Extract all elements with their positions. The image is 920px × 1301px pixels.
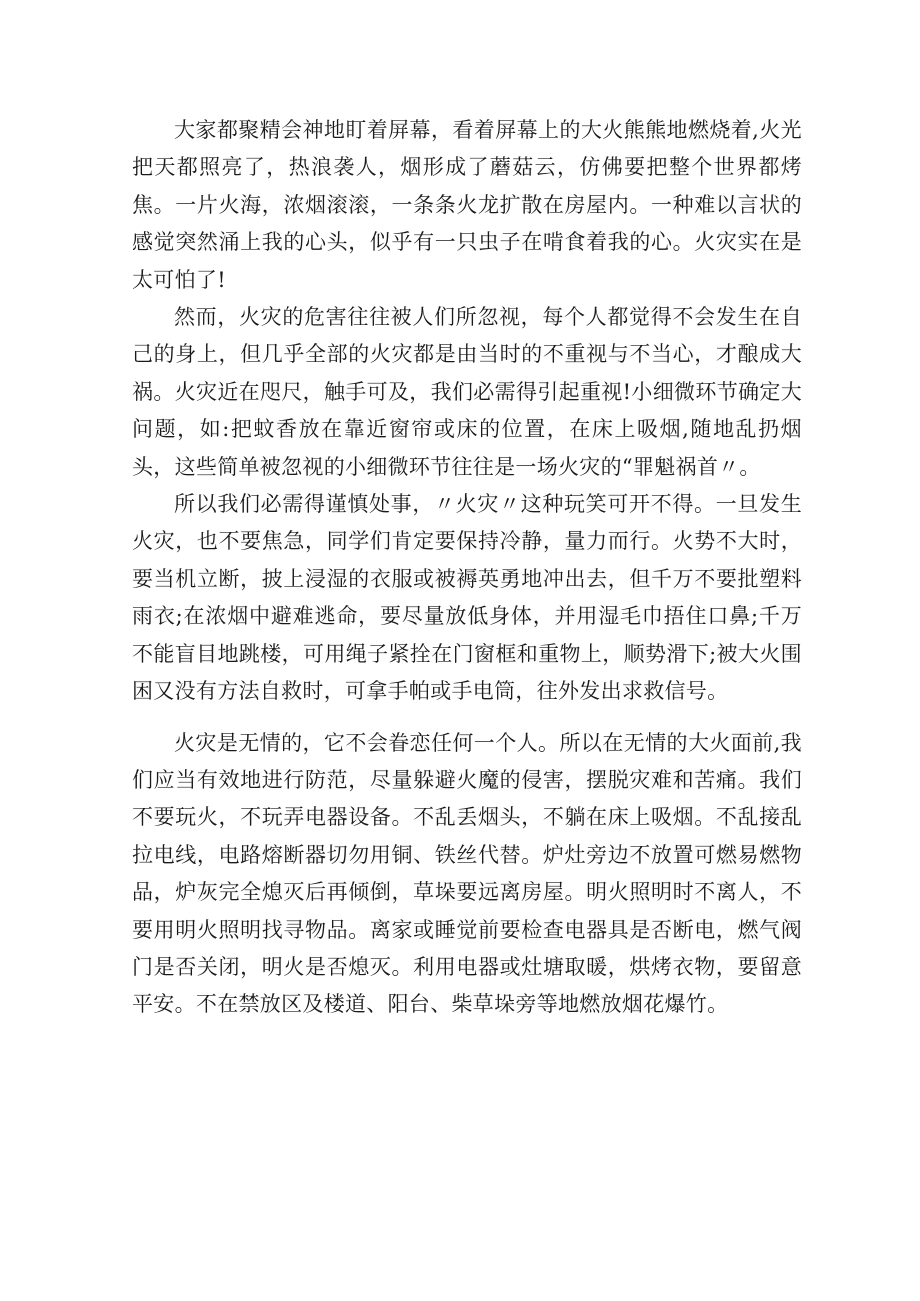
paragraph-4: 火灾是无情的，它不会眷恋任何一个人。所以在无情的大火面前,我们应当有效地进行防范，尽量躲避火魔的侵害，摆脱灾难和苦痛。我们不要玩火，不玩弄电器设备。不乱丢烟头，不躺在床上吸烟。不乱接乱拉电线，电路熔断器切勿用铜、铁丝代替。炉灶旁边不放置可燃易燃物品，炉灰完全熄灭后再倾倒，草垛要远离房屋。明火照明时不离人，不要用明火照明找寻物品。离家或睡觉前要检查电器具是否断电，燃气阀门是否关闭，明火是否熄灭。利用电器或灶塘取暖，烘烤衣物，要留意平安。不在禁放区及楼道、阳台、柴草垛旁等地燃放烟花爆竹。 — [132, 730, 802, 1017]
document-body — [132, 112, 802, 1024]
paragraph-1: 大家都聚精会神地盯着屏幕，看着屏幕上的大火熊熊地燃烧着,火光把天都照亮了，热浪袭人，烟形成了蘑菇云，仿佛要把整个世界都烤焦。一片火海，浓烟滚滚，一条条火龙扩散在房屋内。一种难以言状的感觉突然涌上我的心头，似乎有一只虫子在啃食着我的心。火灾实在是太可怕了! — [132, 118, 802, 292]
paragraph-2: 然而，火灾的危害往往被人们所忽视，每个人都觉得不会发生在自己的身上，但几乎全部的火灾都是由当时的不重视与不当心，才酿成大祸。火灾近在咫尺，触手可及，我们必需得引起重视!小细微环节确定大问题，如:把蚊香放在靠近窗帘或床的位置，在床上吸烟,随地乱扔烟头，这些简单被忽视的小细微环节往往是一场火灾的“罪魁祸首〃。 — [132, 305, 802, 479]
paragraph-3: 所以我们必需得谨慎处事，〃火灾〃这种玩笑可开不得。一旦发生火灾，也不要焦急，同学们肯定要保持冷静，量力而行。火势不大时，要当机立断，披上浸湿的衣服或被褥英勇地冲出去，但千万不要批塑料雨衣;在浓烟中避难逃命，要尽量放低身体，并用湿毛巾捂住口鼻;千万不能盲目地跳楼，可用绳子紧拴在门窗框和重物上，顺势滑下;被大火围困又没有方法自救时，可拿手帕或手电筒，往外发出求救信号。 — [132, 492, 802, 704]
